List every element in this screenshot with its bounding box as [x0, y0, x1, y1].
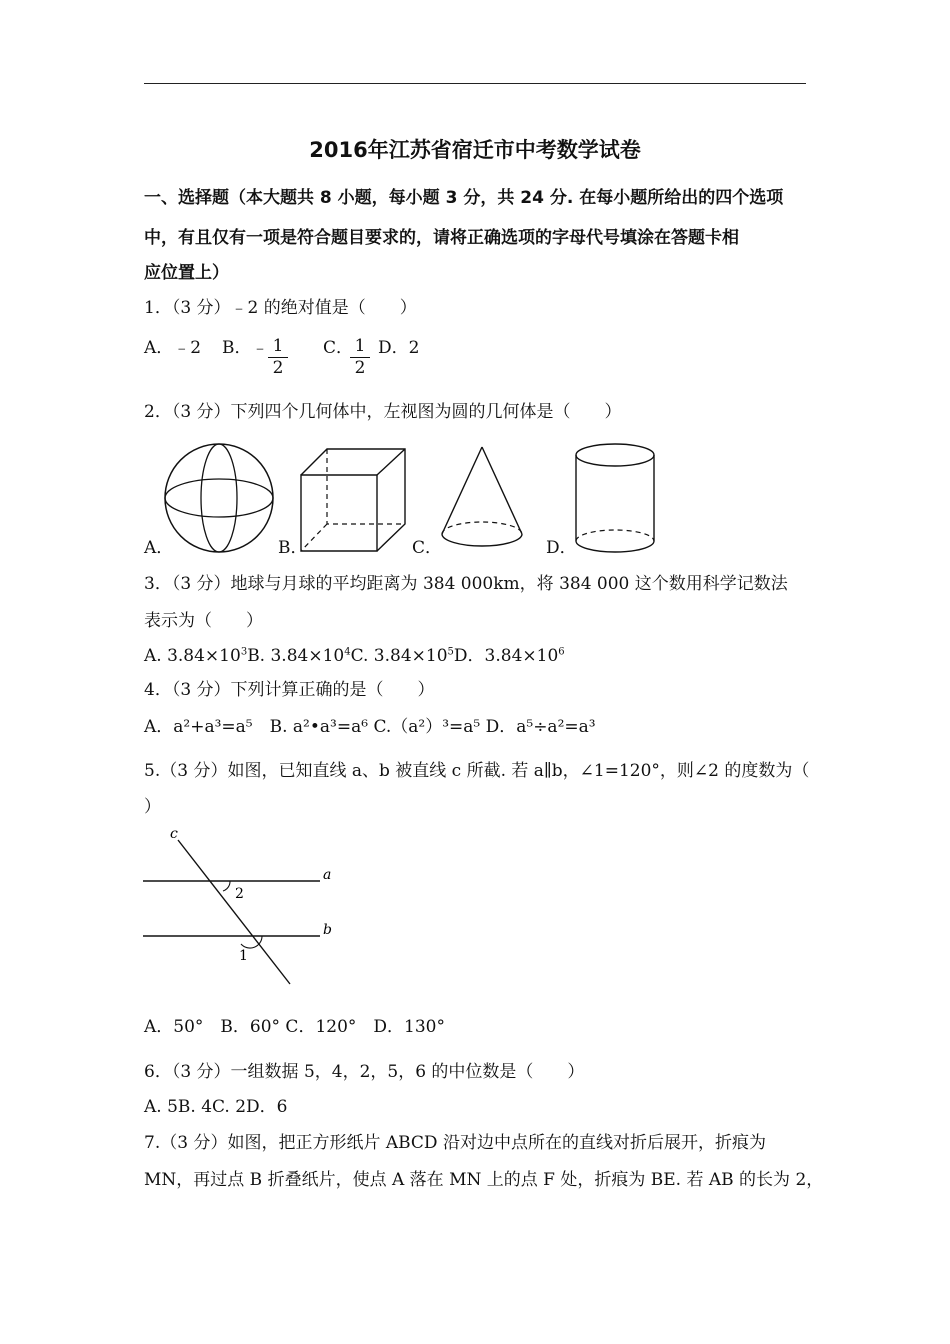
q6-stem: 6．（3 分）一组数据 5，4，2，5，6 的中位数是（ ）	[144, 1062, 585, 1082]
q3-stem-line-1: 3．（3 分）地球与月球的平均距离为 384 000km，将 384 000 这个数用科学记数法	[144, 574, 788, 594]
cube-figure	[300, 447, 408, 553]
q3-option-d-exponent: 6	[558, 646, 565, 658]
q1-option-b-label: B．﹣	[222, 338, 269, 358]
fraction-numerator: 1	[268, 337, 288, 358]
q4-options: A．a²+a³=a⁵ B. a²•a³=a⁶ C.（a²）³=a⁵ D．a⁵÷a²=a³	[144, 717, 596, 737]
q3-option-a: A. 3.84×10	[144, 646, 241, 666]
q3-options	[144, 646, 565, 666]
q1-stem: 1．（3 分）﹣2 的绝对值是（ ）	[144, 298, 417, 318]
q6-options: A. 5B. 4C. 2D．6	[144, 1097, 288, 1117]
page-title: 2016年江苏省宿迁市中考数学试卷	[309, 138, 641, 162]
q2-label-c: C．	[412, 538, 443, 558]
q1-option-c-fraction	[350, 337, 370, 378]
q5-stem-line-2: ）	[144, 797, 161, 817]
q3-option-b-exponent: 4	[344, 646, 351, 658]
q3-option-d: D．3.84×10	[453, 646, 559, 666]
cone-figure	[440, 446, 524, 556]
fraction-denominator: 2	[272, 358, 284, 378]
q1-option-a: A．﹣2	[144, 338, 202, 358]
section-heading-line-1: 一、选择题（本大题共 8 小题，每小题 3 分，共 24 分. 在每小题所给出的四个选项	[144, 188, 784, 208]
label-angle-2: 2	[235, 886, 244, 902]
fraction-numerator: 1	[350, 337, 370, 358]
label-angle-1: 1	[239, 948, 248, 964]
label-b: b	[323, 922, 332, 938]
q1-option-c-label: C．	[323, 338, 354, 358]
cylinder-figure	[575, 443, 657, 555]
q3-option-c-exponent: 5	[447, 646, 454, 658]
q4-stem: 4．（3 分）下列计算正确的是（ ）	[144, 680, 435, 700]
section-heading-line-2: 中，有且仅有一项是符合题目要求的，请将正确选项的字母代号填涂在答题卡相	[144, 228, 739, 248]
section-heading-line-3: 应位置上）	[144, 263, 229, 283]
q1-option-d: D．2	[378, 338, 420, 358]
q7-stem-line-2: MN，再过点 B 折叠纸片，使点 A 落在 MN 上的点 F 处，折痕为 BE. 若 AB 的长为 2，	[144, 1170, 824, 1190]
q2-label-a: A．	[144, 538, 174, 558]
label-c: c	[170, 826, 178, 842]
q5-stem-line-1: 5.（3 分）如图，已知直线 a、b 被直线 c 所截. 若 a∥b，∠1=120°，则∠2 的度数为（	[144, 761, 810, 781]
q7-stem-line-1: 7.（3 分）如图，把正方形纸片 ABCD 沿对边中点所在的直线对折后展开，折痕为	[144, 1133, 766, 1153]
label-a: a	[323, 867, 332, 883]
q3-option-a-exponent: 3	[240, 646, 248, 658]
q1-option-b-fraction	[268, 337, 288, 378]
q3-option-b: B. 3.84×10	[247, 646, 345, 666]
q5-options: A．50° B．60° C．120° D．130°	[144, 1017, 445, 1037]
fraction-denominator: 2	[354, 358, 366, 378]
q3-option-c: C. 3.84×10	[350, 646, 448, 666]
q3-stem-line-2: 表示为（ ）	[144, 611, 263, 631]
parallel-lines-figure	[142, 826, 342, 986]
q2-label-b: B．	[278, 538, 308, 558]
q2-stem: 2．（3 分）下列四个几何体中，左视图为圆的几何体是（ ）	[144, 402, 622, 422]
sphere-figure	[164, 443, 276, 555]
header-rule	[144, 83, 806, 84]
q2-label-d: D．	[546, 538, 577, 558]
